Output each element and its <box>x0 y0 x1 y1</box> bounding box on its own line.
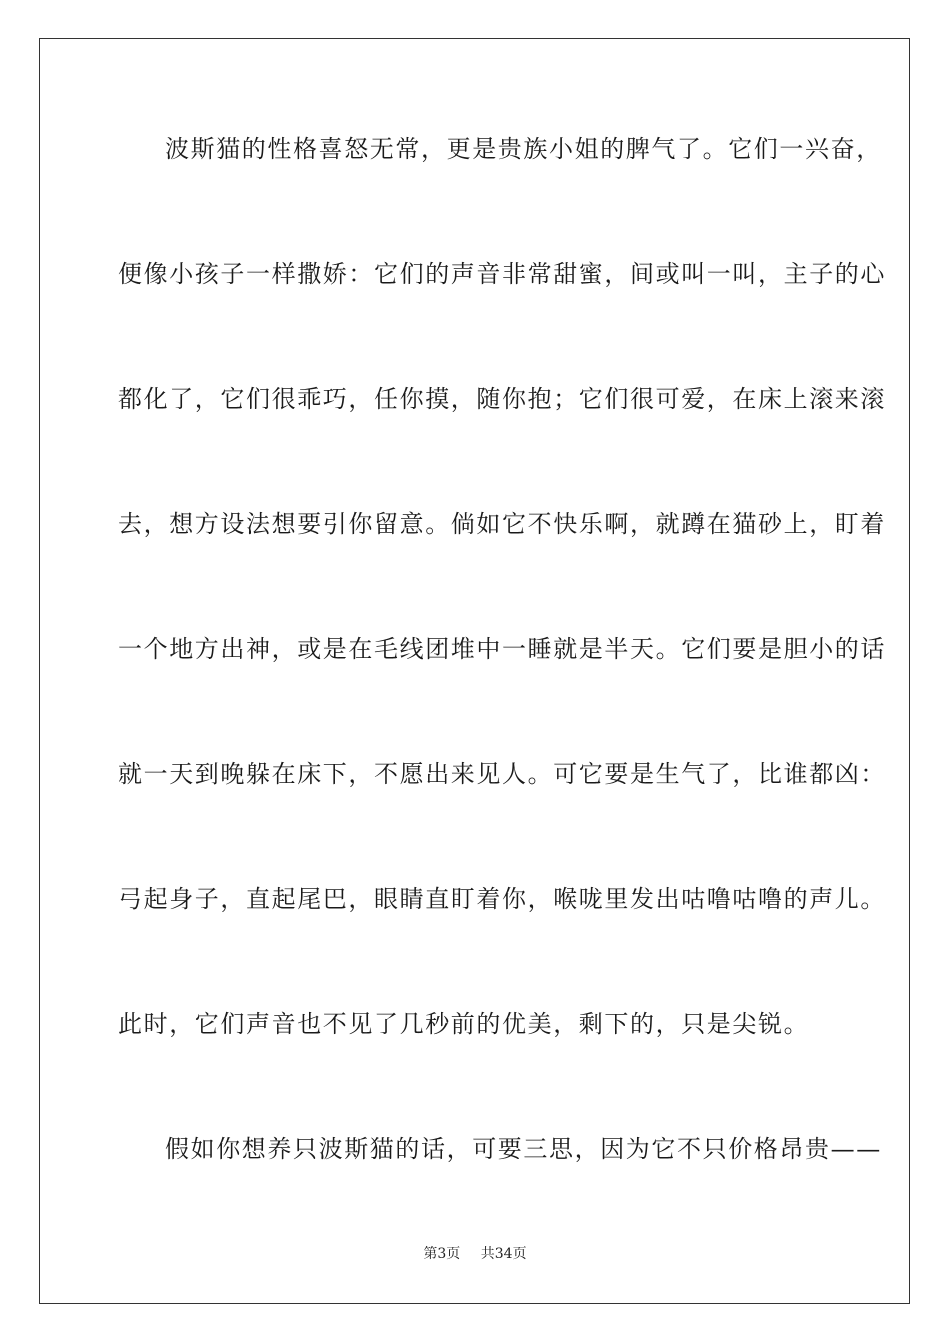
paragraph-1-line-3: 都化了，它们很乖巧，任你摸，随你抱；它们很可爱，在床上滚来滚 <box>118 385 886 413</box>
paragraph-1-line-2: 便像小孩子一样撒娇：它们的声音非常甜蜜，间或叫一叫，主子的心 <box>118 260 886 288</box>
page-total: 共34页 <box>480 1246 527 1262</box>
page-footer <box>0 1245 950 1263</box>
paragraph-2-line-1: 假如你想养只波斯猫的话，可要三思，因为它不只价格昂贵—— <box>165 1135 882 1163</box>
page-number: 第3页 <box>423 1246 461 1262</box>
page-border <box>39 38 910 1304</box>
paragraph-1-line-7: 弓起身子，直起尾巴，眼睛直盯着你，喉咙里发出咕噜咕噜的声儿。 <box>118 885 886 913</box>
paragraph-1-line-1: 波斯猫的性格喜怒无常，更是贵族小姐的脾气了。它们一兴奋， <box>165 135 882 163</box>
paragraph-1-line-6: 就一天到晚躲在床下，不愿出来见人。可它要是生气了，比谁都凶： <box>118 760 886 788</box>
paragraph-1-line-8: 此时，它们声音也不见了几秒前的优美，剩下的，只是尖锐。 <box>118 1010 810 1038</box>
paragraph-1-line-4: 去，想方设法想要引你留意。倘如它不快乐啊，就蹲在猫砂上，盯着 <box>118 510 886 538</box>
paragraph-1-line-5: 一个地方出神，或是在毛线团堆中一睡就是半天。它们要是胆小的话 <box>118 635 886 663</box>
